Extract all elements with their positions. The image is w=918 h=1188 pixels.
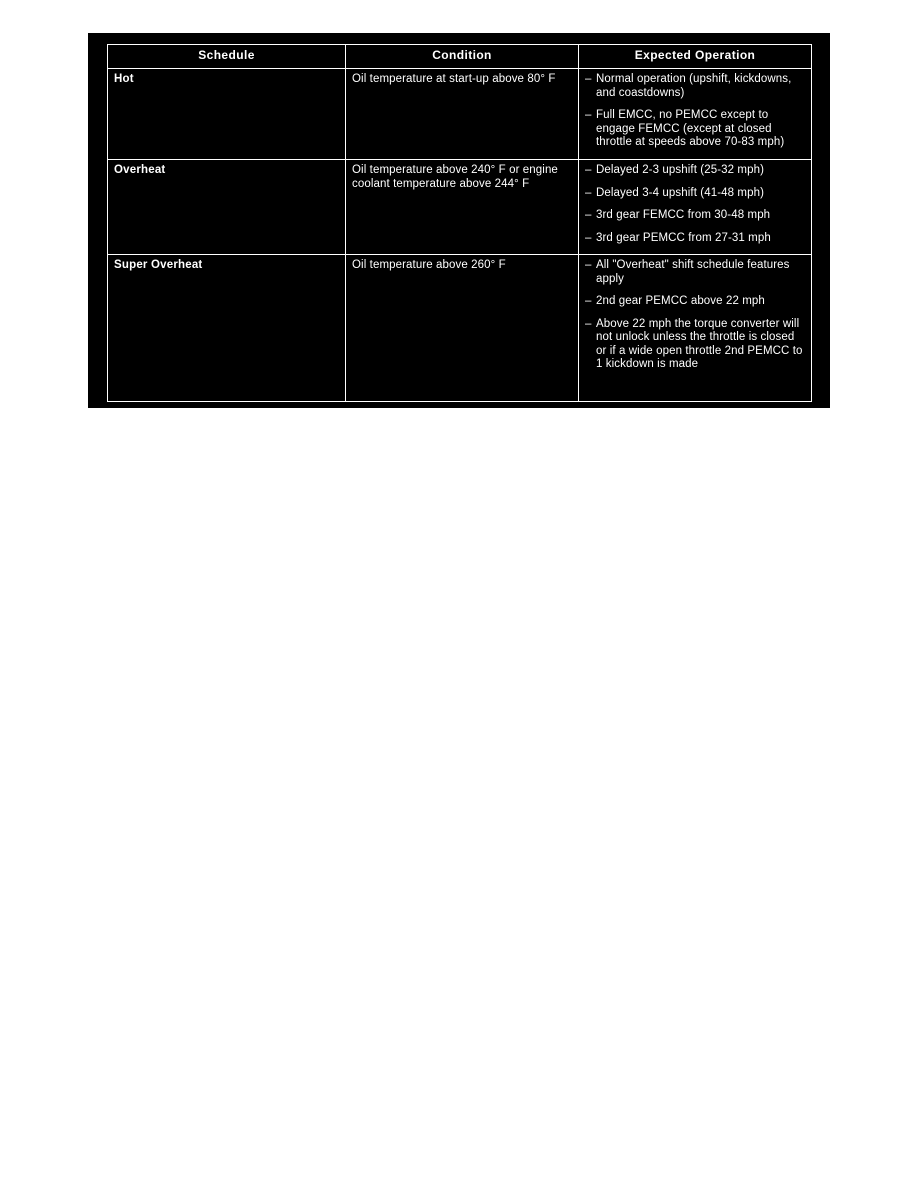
cell-expected-operation (579, 160, 812, 255)
table-row (108, 69, 812, 160)
cell-condition: Oil temperature above 260° F (346, 255, 579, 402)
dash-bullet: – (585, 109, 592, 121)
list-item (585, 109, 805, 150)
shift-schedule-table (107, 44, 812, 402)
dash-bullet: – (585, 259, 592, 271)
operation-list (585, 259, 805, 372)
operation-list (585, 164, 805, 245)
list-item-text: 2nd gear PEMCC above 22 mph (596, 295, 765, 307)
column-header-condition: Condition (346, 45, 579, 69)
list-item-text: 3rd gear PEMCC from 27-31 mph (596, 231, 771, 244)
list-item-text: 3rd gear FEMCC from 30-48 mph (596, 209, 771, 221)
column-header-schedule: Schedule (108, 45, 346, 69)
dash-bullet: – (585, 164, 592, 176)
list-item (585, 164, 805, 178)
cell-condition: Oil temperature at start-up above 80° F (346, 69, 579, 160)
dash-bullet: – (585, 73, 592, 85)
list-item-text: Normal operation (upshift, kickdowns, and coastdowns) (596, 73, 792, 99)
cell-schedule: Super Overheat (108, 255, 346, 402)
cell-condition: Oil temperature above 240° F or engine coolant temperature above 244° F (346, 160, 579, 255)
list-item (585, 209, 805, 223)
cell-schedule: Overheat (108, 160, 346, 255)
list-item (585, 232, 805, 246)
table-header-row (108, 45, 812, 69)
list-item (585, 73, 805, 100)
table-row (108, 160, 812, 255)
cell-expected-operation (579, 69, 812, 160)
table-body (108, 69, 812, 402)
list-item (585, 295, 805, 309)
list-item-text: Delayed 3-4 upshift (41-48 mph) (596, 186, 765, 199)
list-item (585, 187, 805, 201)
list-item (585, 318, 805, 372)
list-item-text: Delayed 2-3 upshift (25-32 mph) (596, 164, 765, 176)
dash-bullet: – (585, 186, 592, 199)
list-item (585, 259, 805, 286)
operation-list (585, 73, 805, 150)
table-header (108, 45, 812, 69)
list-item-text: Above 22 mph the torque converter will not unlock unless the throttle is closed or if a wide open throttle 2nd PEMCC to 1 kickdown is made (596, 317, 803, 370)
list-item-text: All "Overheat" shift schedule features apply (596, 259, 790, 285)
dash-bullet: – (585, 209, 592, 221)
column-header-expected-operation: Expected Operation (579, 45, 812, 69)
dash-bullet: – (585, 231, 592, 244)
dash-bullet: – (585, 295, 592, 307)
table-row (108, 255, 812, 402)
cell-expected-operation (579, 255, 812, 402)
dash-bullet: – (585, 317, 592, 330)
shift-schedule-table-panel (88, 33, 830, 408)
list-item-text: Full EMCC, no PEMCC except to engage FEMCC (except at closed throttle at speeds above 70-83 mph) (596, 109, 785, 148)
cell-schedule: Hot (108, 69, 346, 160)
